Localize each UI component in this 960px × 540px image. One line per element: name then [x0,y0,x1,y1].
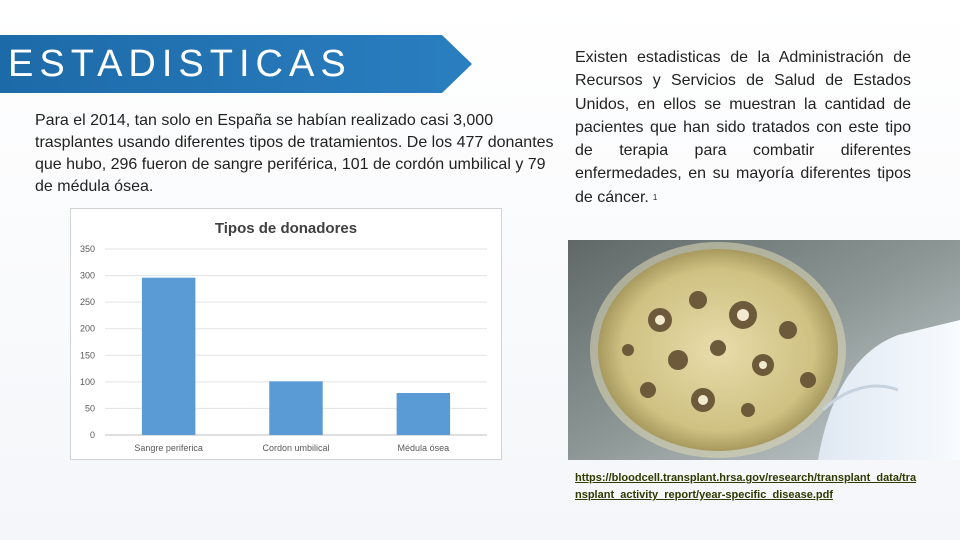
y-tick-label: 200 [79,323,95,334]
y-tick-label: 350 [79,244,95,254]
bar [269,381,322,435]
chart-svg [71,209,501,459]
page-title: ESTADISTICAS [8,43,352,85]
donor-types-chart [70,208,502,460]
x-tick-label: Sangre periferica [134,443,203,453]
y-tick-label: 100 [79,376,95,387]
left-paragraph: Para el 2014, tan solo en España se habían realizado casi 3,000 trasplantes usando diferentes tipos de tratamientos. De los 477 donantes que hubo, 296 fueron de sangre periférica, 101 de cordón umbilical y 79 de médula ósea. [35,112,554,195]
title-banner [0,35,472,93]
y-tick-label: 250 [79,297,95,308]
petri-dish-illustration [568,240,960,460]
bar [142,278,195,435]
footnote-marker: 1 [652,192,658,202]
chart-title: Tipos de donadores [214,220,358,237]
y-tick-label: 300 [79,270,95,281]
right-paragraph [575,46,911,209]
y-tick-label: 50 [84,403,95,414]
source-link[interactable]: https://bloodcell.transplant.hrsa.gov/research/transplant_data/transplant_activity_report/year-specific_disease.pdf [575,472,917,501]
x-tick-label: Cordon umbilical [262,443,330,453]
y-tick-label: 150 [79,350,95,361]
petri-dish-photo [568,240,960,460]
bar [397,393,450,435]
x-tick-label: Médula ósea [397,443,450,453]
right-paragraph-text: Existen estadisticas de la Administración de Recursos y Servicios de Salud de Estados Unidos, en ellos se muestran la cantidad de pacientes que han sido tratados con este tipo de terapia para combatir diferentes enfermedades, en su mayoría diferentes tipos de cáncer. [575,49,911,206]
y-tick-label: 0 [89,430,95,440]
